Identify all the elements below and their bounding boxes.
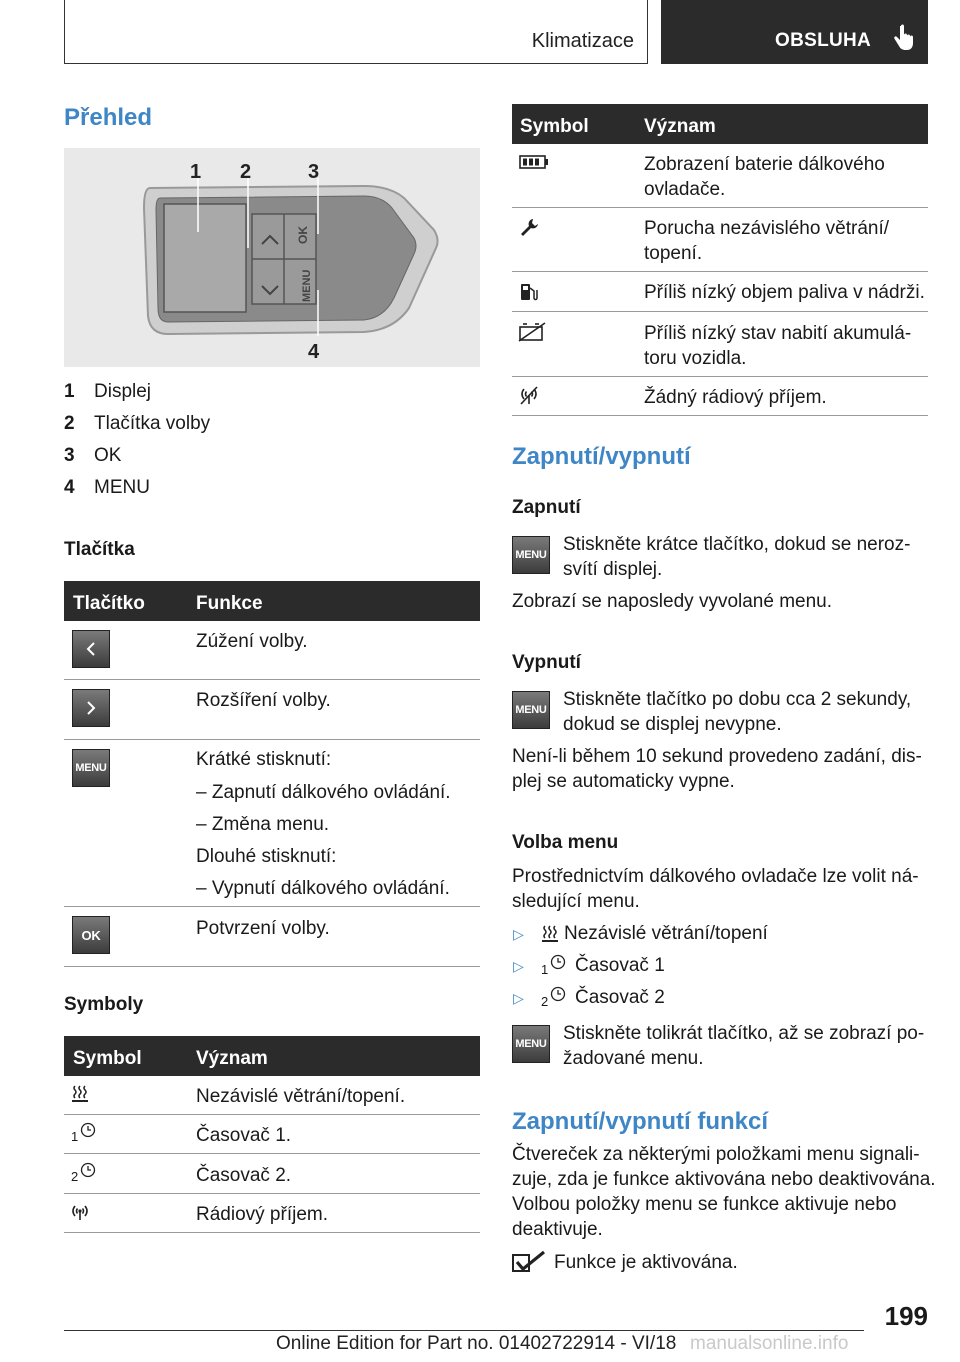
battery-icon [519,155,549,169]
row-divider [64,1232,480,1233]
list-number: 2 [64,413,75,434]
menu-key-icon: MENU [512,1025,550,1063]
heating-icon [72,1085,88,1103]
meaning-text: Žádný rádiový příjem. [644,387,827,408]
overview-title: Přehled [64,104,153,131]
meaning-text: Zobrazení baterie dálkového [644,154,885,175]
buttons-table-header [64,581,480,621]
timer-prefix: 2 [541,994,549,1009]
onoff-title: Zapnutí/vypnutí [512,443,691,470]
chapter-tab-label: OBSLUHA [775,30,872,51]
radio-signal-icon [70,1204,90,1220]
timer-prefix: 1 [541,962,549,977]
key-fob-illustration [64,148,480,367]
function-text: – Zapnutí dálkového ovládání. [196,782,451,803]
menu-press-instruction: žadované menu. [563,1048,704,1069]
heating-icon [542,925,558,943]
on-result: Zobrazí se naposledy vyvolané menu. [512,591,833,612]
menu-description: sledující menu. [512,891,640,912]
header-col-meaning: Význam [196,1048,268,1069]
page-number: 199 [884,1301,928,1331]
fob-menu-label: MENU [301,269,313,302]
meaning-text: Porucha nezávislého větrání/ [644,218,890,239]
wrench-icon [519,218,539,238]
header-col-symbol: Symbol [520,116,589,137]
row-divider [64,679,480,680]
menu-description: Prostřednictvím dálkového ovladače lze volit ná- [512,866,919,887]
row-divider [512,415,928,416]
function-text: Krátké stisknutí: [196,749,332,770]
callout-3: 3 [308,161,320,183]
meaning-text: Nezávislé větrání/topení. [196,1086,406,1107]
on-subtitle: Zapnutí [512,497,581,518]
fob-display [164,204,246,312]
meaning-text: Časovač 2. [196,1165,292,1186]
menu-option: Časovač 1 [575,955,665,976]
on-instruction: Stiskněte krátce tlačítko, dokud se neroz- [563,534,911,555]
functions-title: Zapnutí/vypnutí funkcí [512,1108,768,1135]
meaning-text: Příliš nízký stav nabití akumulá- [644,323,912,344]
timer-1-icon [80,1122,96,1138]
chapter-tab[interactable] [661,0,928,64]
symbols-title: Symboly [64,994,144,1015]
off-subtitle: Vypnutí [512,652,581,673]
checkbox-checked-icon [512,1250,546,1272]
timer-prefix: 1 [71,1129,79,1144]
key-fob-drawing [64,148,480,367]
menu-key-icon: MENU [512,691,550,729]
menu-option: Časovač 2 [575,987,665,1008]
fuel-icon [519,282,539,302]
symbols-table-header [64,1036,480,1076]
row-divider [512,207,928,208]
off-note: plej se automaticky vypne. [512,771,735,792]
symbols-continued-table-header [512,104,928,144]
meaning-text: toru vozidla. [644,348,747,369]
section-title: Klimatizace [531,30,634,52]
ok-key-icon: OK [72,916,110,954]
function-text: – Vypnutí dálkového ovládání. [196,878,450,899]
list-item: Tlačítka volby [94,413,211,434]
row-divider [64,966,480,967]
list-number: 1 [64,381,75,402]
function-text: Dlouhé stisknutí: [196,846,337,867]
meaning-text: topení. [644,243,703,264]
timer-2-icon [550,986,566,1002]
row-divider [512,376,928,377]
menu-subtitle: Volba menu [512,832,619,853]
functions-text: zuje, zda je funkce aktivována nebo deaktivována. [512,1169,936,1190]
menu-key-icon: MENU [72,749,110,787]
list-item: OK [94,445,122,466]
row-divider [64,1153,480,1154]
menu-option: Nezávislé větrání/topení [564,923,768,944]
menu-key-icon: MENU [512,536,550,574]
header-col-function: Funkce [196,593,263,614]
row-divider [512,311,928,312]
function-active-label: Funkce je aktivována. [554,1252,738,1273]
row-divider [64,1114,480,1115]
chevron-left-key-icon [72,630,110,668]
fob-ok-label: OK [296,226,310,244]
list-item: Displej [94,381,152,402]
buttons-title: Tlačítka [64,539,135,560]
functions-text: Čtvereček za některými položkami menu signali- [512,1144,920,1165]
no-signal-icon [518,386,540,406]
on-instruction: svítí displej. [563,559,663,580]
off-instruction: dokud se displej nevypne. [563,714,782,735]
triangle-bullet-icon: ▷ [513,990,524,1006]
edition-text: Online Edition for Part no. 01402722914 - VI/18 [276,1333,677,1354]
off-note: Není-li během 10 sekund provedeno zadání, dis- [512,746,922,767]
timer-2-icon [80,1162,96,1178]
watermark-text: manualsonline.info [690,1333,849,1354]
triangle-bullet-icon: ▷ [513,958,524,974]
chevron-right-key-icon [72,689,110,727]
row-divider [64,906,480,907]
row-divider [512,271,928,272]
timer-prefix: 2 [71,1169,79,1184]
header-col-meaning: Význam [644,116,716,137]
row-divider [64,739,480,740]
meaning-text: Časovač 1. [196,1125,292,1146]
list-number: 3 [64,445,75,466]
callout-2: 2 [240,161,252,183]
list-number: 4 [64,477,75,498]
list-item: MENU [94,477,150,498]
footer-rule [64,1330,864,1331]
menu-press-instruction: Stiskněte tolikrát tlačítko, až se zobrazí po- [563,1023,925,1044]
function-text: Potvrzení volby. [196,918,330,939]
off-instruction: Stiskněte tlačítko po dobu cca 2 sekundy, [563,689,912,710]
row-divider [64,1193,480,1194]
callout-1: 1 [190,161,202,183]
functions-text: Volbou položky menu se funkce aktivuje nebo [512,1194,897,1215]
header-col-symbol: Symbol [73,1048,142,1069]
functions-text: deaktivuje. [512,1219,603,1240]
pointing-hand-icon [893,24,915,52]
timer-1-icon [550,954,566,970]
function-text: Rozšíření volby. [196,690,331,711]
low-battery-icon [518,322,546,342]
meaning-text: ovladače. [644,179,726,200]
meaning-text: Příliš nízký objem paliva v nádrži. [644,282,925,303]
function-text: Zúžení volby. [196,631,308,652]
triangle-bullet-icon: ▷ [513,926,524,942]
header-col-button: Tlačítko [73,593,145,614]
meaning-text: Rádiový příjem. [196,1204,328,1225]
function-text: – Změna menu. [196,814,330,835]
callout-4: 4 [308,341,320,363]
